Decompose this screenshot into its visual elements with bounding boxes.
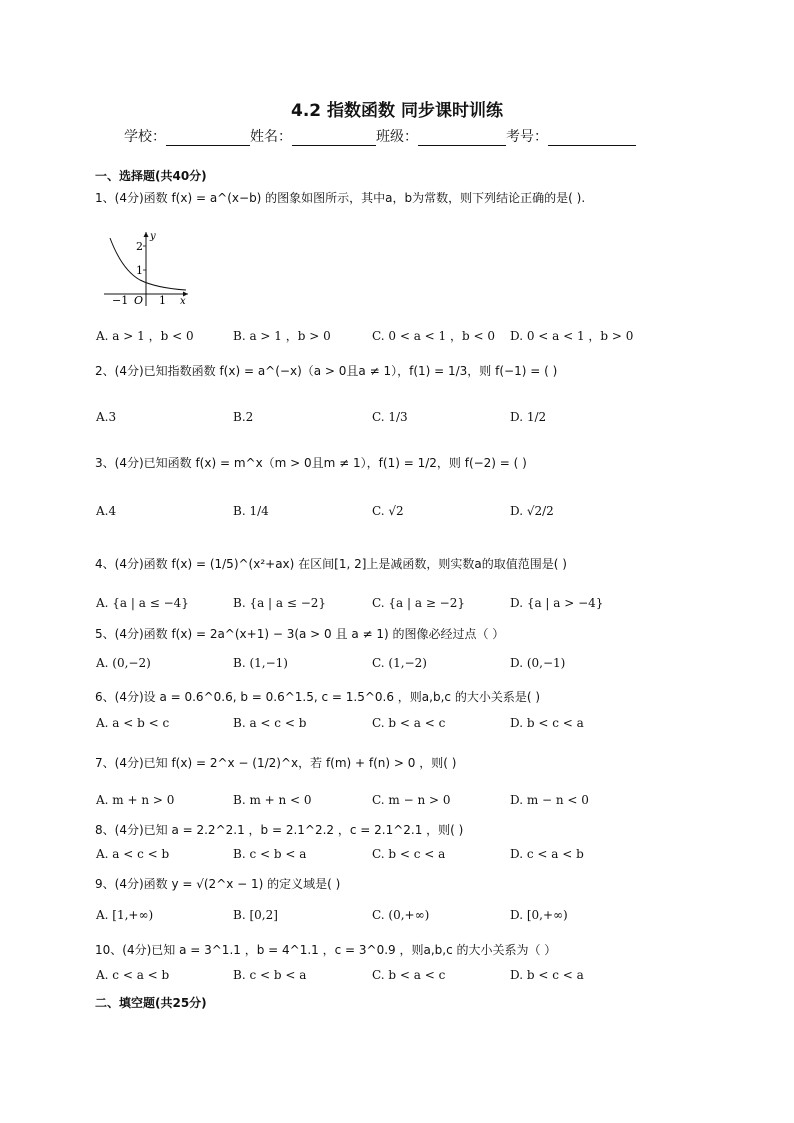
- class-blank: [418, 131, 506, 146]
- page-title: 4.2 指数函数 同步课时训练: [291, 101, 503, 121]
- section-choice-heading: 一、选择题(共40分): [95, 169, 207, 183]
- question-1-option-d: D. 0 < a < 1 ，b > 0: [510, 329, 634, 343]
- question-7-option-c: C. m − n > 0: [372, 793, 451, 807]
- question-6-option-c: C. b < a < c: [372, 716, 446, 730]
- question-10-option-d: D. b < c < a: [510, 968, 584, 982]
- question-10-option-c: C. b < a < c: [372, 968, 446, 982]
- question-2-option-b: B.2: [233, 410, 254, 424]
- question-10-option-b: B. c < b < a: [233, 968, 307, 982]
- question-4-stem: 4、(4分)函数 f(x) = (1/5)^(x²+ax) 在区间[1, 2]上是减函数，则实数a的取值范围是( ): [95, 557, 567, 571]
- question-3-option-a: A.4: [96, 504, 117, 518]
- section-fill-heading: 二、填空题(共25分): [95, 996, 207, 1010]
- question-3-option-d: D. √2/2: [510, 504, 554, 518]
- question-6-option-a: A. a < b < c: [96, 716, 170, 730]
- question-2-stem: 2、(4分)已知指数函数 f(x) = a^(−x)（a > 0且a ≠ 1），f(1) = 1/3，则 f(−1) = ( ): [95, 364, 558, 378]
- question-1-option-a: A. a > 1 ，b < 0: [96, 329, 194, 343]
- question-8-option-c: C. b < c < a: [372, 847, 446, 861]
- graph-tick-xm1: −1: [112, 294, 129, 307]
- question-5-option-c: C. (1,−2): [372, 656, 427, 670]
- question-5-option-b: B. (1,−1): [233, 656, 288, 670]
- graph-tick-y1: 1: [136, 264, 143, 277]
- question-1-option-c: C. 0 < a < 1 ，b < 0: [372, 329, 495, 343]
- question-1-graph: [100, 228, 192, 308]
- graph-x-label: x: [180, 296, 186, 307]
- name-blank: [292, 131, 376, 146]
- question-3-option-c: C. √2: [372, 504, 404, 518]
- number-blank: [548, 131, 636, 146]
- class-label: 班级：: [376, 129, 418, 145]
- question-6-option-d: D. b < c < a: [510, 716, 584, 730]
- graph-tick-origin: O: [134, 294, 144, 307]
- question-7-option-b: B. m + n < 0: [233, 793, 312, 807]
- question-1-stem: 1、(4分)函数 f(x) = a^(x−b) 的图象如图所示，其中a，b为常数，则下列结论正确的是( ).: [95, 191, 586, 205]
- question-8-option-a: A. a < c < b: [96, 847, 170, 861]
- question-10-option-a: A. c < a < b: [96, 968, 170, 982]
- question-4-option-c: C. {a | a ≥ −2}: [372, 596, 466, 610]
- graph-tick-y2: 2: [136, 240, 143, 253]
- question-9-option-c: C. (0,+∞): [372, 908, 430, 922]
- question-5-option-d: D. (0,−1): [510, 656, 566, 670]
- question-7-option-d: D. m − n < 0: [510, 793, 589, 807]
- question-8-option-d: D. c < a < b: [510, 847, 584, 861]
- question-9-option-b: B. [0,2]: [233, 908, 278, 922]
- question-4-option-b: B. {a | a ≤ −2}: [233, 596, 327, 610]
- question-4-option-d: D. {a | a > −4}: [510, 596, 604, 610]
- question-7-option-a: A. m + n > 0: [96, 793, 175, 807]
- name-label: 姓名：: [250, 129, 292, 145]
- question-4-option-a: A. {a | a ≤ −4}: [96, 596, 189, 610]
- question-8-stem: 8、(4分)已知 a = 2.2^2.1 ，b = 2.1^2.2 ，c = 2.1^2.1 ，则( ): [95, 823, 464, 837]
- question-6-stem: 6、(4分)设 a = 0.6^0.6, b = 0.6^1.5, c = 1.5^0.6 ，则a,b,c 的大小关系是( ): [95, 690, 540, 704]
- question-3-option-b: B. 1/4: [233, 504, 269, 518]
- question-10-stem: 10、(4分)已知 a = 3^1.1 ，b = 4^1.1 ，c = 3^0.9 ，则a,b,c 的大小关系为（ ）: [95, 943, 557, 957]
- question-5-stem: 5、(4分)函数 f(x) = 2a^(x+1) − 3(a > 0 且 a ≠ 1) 的图像必经过点（ ）: [95, 627, 505, 641]
- question-2-option-d: D. 1/2: [510, 410, 547, 424]
- question-6-option-b: B. a < c < b: [233, 716, 307, 730]
- graph-tick-x1: 1: [159, 294, 166, 307]
- question-3-stem: 3、(4分)已知函数 f(x) = m^x（m > 0且m ≠ 1），f(1) = 1/2，则 f(−2) = ( ): [95, 456, 527, 470]
- school-label: 学校：: [124, 129, 166, 145]
- question-9-option-a: A. [1,+∞): [96, 908, 154, 922]
- question-7-stem: 7、(4分)已知 f(x) = 2^x − (1/2)^x，若 f(m) + f(n) > 0 ，则( ): [95, 756, 457, 770]
- question-1-option-b: B. a > 1 ，b > 0: [233, 329, 331, 343]
- student-info-line: [124, 126, 636, 146]
- question-9-stem: 9、(4分)函数 y = √(2^x − 1) 的定义域是( ): [95, 877, 341, 891]
- question-8-option-b: B. c < b < a: [233, 847, 307, 861]
- number-label: 考号：: [506, 129, 548, 145]
- question-5-option-a: A. (0,−2): [96, 656, 151, 670]
- graph-y-label: y: [150, 231, 156, 242]
- question-9-option-d: D. [0,+∞): [510, 908, 568, 922]
- question-2-option-c: C. 1/3: [372, 410, 408, 424]
- school-blank: [166, 131, 250, 146]
- question-2-option-a: A.3: [96, 410, 117, 424]
